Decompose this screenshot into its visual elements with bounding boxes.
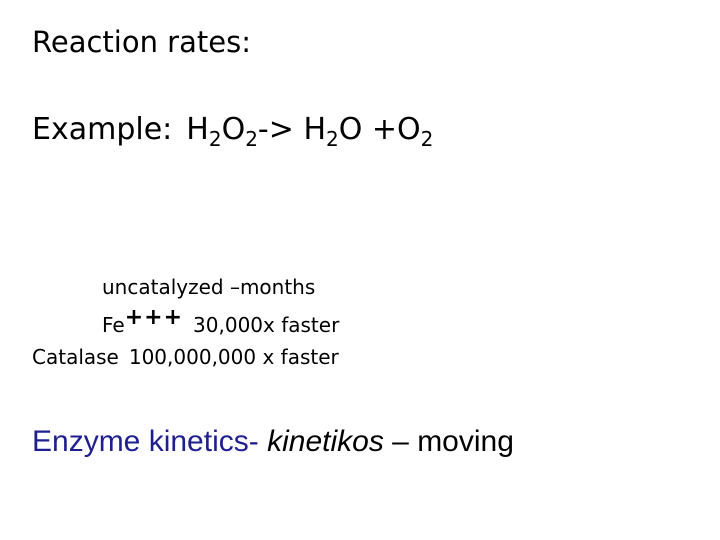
product-o: O: [338, 112, 363, 147]
kinetics-dash-2: –: [392, 425, 409, 458]
kinetics-dash: -: [248, 425, 259, 458]
rate-iron: [102, 305, 340, 338]
iron-rate: 30,000x faster: [193, 313, 340, 337]
reactant-sub-a: 2: [208, 127, 222, 151]
slide-title: Reaction rates:: [32, 25, 251, 59]
rate-uncatalyzed: uncatalyzed –months: [102, 275, 316, 299]
product-h: H: [303, 112, 326, 147]
product-2-sub: 2: [420, 127, 434, 151]
kinetics-term: Enzyme kinetics: [32, 425, 249, 458]
iron-charge: +++: [124, 305, 184, 330]
kinetics-meaning: moving: [417, 425, 514, 458]
product-plus-o: +O: [371, 112, 421, 147]
product-sub: 2: [326, 127, 339, 151]
iron-symbol: Fe: [102, 313, 125, 337]
reaction-arrow: ->: [257, 112, 294, 147]
rate-catalase: [32, 344, 339, 370]
enzyme-kinetics-line: [32, 420, 514, 464]
kinetics-origin: kinetikos: [267, 425, 384, 458]
example-equation: [32, 108, 433, 152]
catalase-label: Catalase: [32, 345, 119, 369]
catalase-rate: 100,000,000 x faster: [128, 345, 339, 369]
reactant-o: O: [221, 112, 246, 147]
reactant-sub-b: 2: [245, 127, 258, 151]
example-label: Example:: [32, 112, 173, 147]
reactant-h: H: [186, 112, 209, 147]
